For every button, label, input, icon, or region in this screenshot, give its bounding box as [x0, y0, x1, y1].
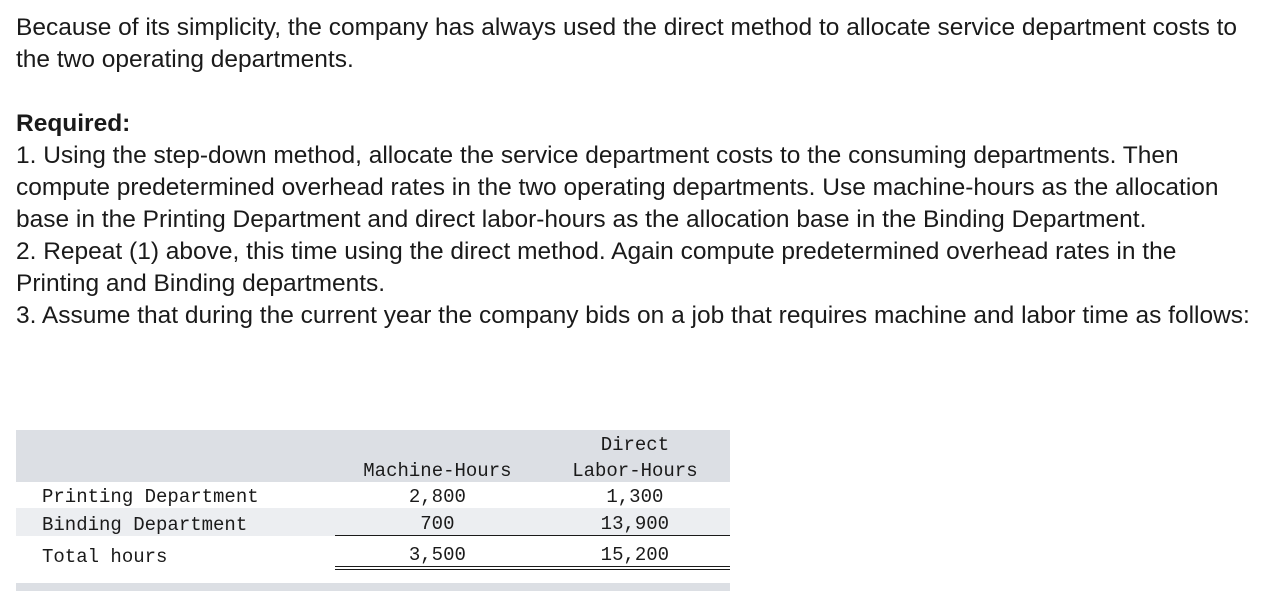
total-label: Total hours [16, 536, 335, 569]
required-item-2: 2. Repeat (1) above, this time using the direct method. Again compute predetermined overhead rates in the Printing and Binding departments. [16, 238, 1177, 297]
row-label: Binding Department [16, 508, 335, 536]
machine-hours-value: 700 [420, 513, 455, 535]
table-row [16, 482, 730, 508]
intro-paragraph: Because of its simplicity, the company has always used the direct method to allocate service department costs to the two operating departments. [16, 14, 1238, 73]
required-item-3: 3. Assume that during the current year the company bids on a job that requires machine and labor time as follows: [16, 302, 1250, 329]
total-labor-hours: 15,200 [600, 544, 670, 566]
header-labor-hours: Labor-Hours [540, 456, 730, 482]
required-item-1: 1. Using the step-down method, allocate the service department costs to the consuming departments. Then compute predetermined overhead rates in the two operating departments. Use machine-hours as the allocation base in the Printing Department and direct labor-hours as the allocation base in the Binding Department. [16, 142, 1219, 233]
problem-text [16, 12, 1266, 332]
required-heading: Required: [16, 110, 131, 137]
machine-hours-value: 2,800 [408, 486, 466, 508]
header-machine-hours: Machine-Hours [335, 456, 540, 482]
header-row-top [16, 430, 730, 456]
table-footer-bar [16, 583, 730, 591]
row-label: Printing Department [16, 482, 335, 508]
labor-hours-value: 1,300 [606, 486, 664, 508]
table-row [16, 508, 730, 536]
labor-hours-value: 13,900 [600, 513, 670, 535]
total-machine-hours: 3,500 [408, 544, 466, 566]
header-row-bottom [16, 456, 730, 482]
total-row [16, 536, 730, 569]
header-direct: Direct [540, 430, 730, 456]
hours-table-container [16, 430, 730, 591]
hours-table [16, 430, 730, 570]
